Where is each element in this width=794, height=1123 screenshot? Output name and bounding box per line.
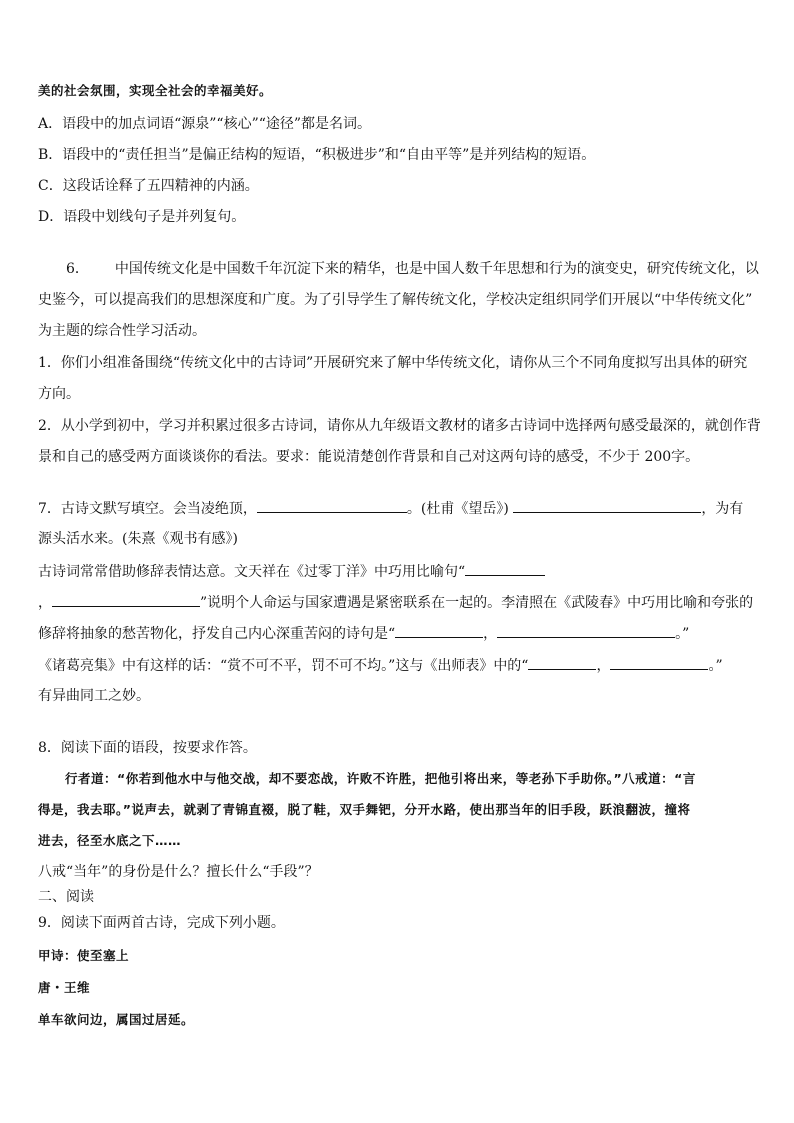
q6-sub2-a: 2．从小学到初中，学习并积累过很多古诗词，请你从九年级语文教材的诸多古诗词中选择两句感受最深的，就创作背 bbox=[38, 418, 761, 434]
poem-author: 唐・王维 bbox=[38, 980, 91, 995]
q7-text: ， bbox=[596, 658, 611, 674]
answer-blank[interactable] bbox=[395, 624, 483, 638]
q6-line-2: 史鉴今，可以提高我们的思想深度和广度。为了引导学生了解传统文化，学校决定组织同学们开展以“中华传统文化” bbox=[38, 292, 753, 308]
q5-option-c: C．这段话诠释了五四精神的内涵。 bbox=[38, 178, 259, 194]
section-heading: 二、阅读 bbox=[38, 889, 94, 905]
q7-line-4 bbox=[38, 593, 753, 612]
q7-text: 修辞将抽象的愁苦物化，抒发自己内心深重苦闷的诗句是“ bbox=[38, 626, 396, 642]
q7-line-1 bbox=[38, 499, 743, 518]
q6-line-1 bbox=[38, 260, 759, 278]
q7-text: 7．古诗文默写填空。会当凌绝顶， bbox=[38, 501, 257, 517]
q8-passage-1: 行者道：“你若到他水中与他交战，却不要恋战，许败不许胜，把他引将出来，等老孙下手助你。”八戒道：“言 bbox=[65, 771, 696, 786]
q7-line-3 bbox=[38, 562, 545, 581]
q7-text: ， bbox=[38, 595, 52, 611]
q6-line-3: 为主题的综合性学习活动。 bbox=[38, 323, 206, 339]
q7-line-7: 有异曲同工之妙。 bbox=[38, 688, 150, 704]
poem-line-1: 单车欲问边，属国过居延。 bbox=[38, 1012, 195, 1027]
q7-text: 。(杜甫《望岳》) bbox=[406, 501, 509, 517]
q5-option-a: A．语段中的加点词语“源泉”“核心”“途径”都是名词。 bbox=[38, 116, 372, 132]
answer-blank[interactable] bbox=[497, 624, 675, 638]
q7-text: ， bbox=[483, 626, 498, 642]
q6-sub1-a: 1．你们小组准备围绕“传统文化中的古诗词”开展研究来了解中华传统文化，请你从三个不同角度拟写出具体的研究 bbox=[38, 355, 748, 371]
q5-option-d: D．语段中划线句子是并列复句。 bbox=[38, 209, 246, 225]
answer-blank[interactable] bbox=[257, 499, 407, 513]
poem-title: 甲诗：使至塞上 bbox=[38, 948, 130, 963]
q9-title: 9．阅读下面两首古诗，完成下列小题。 bbox=[38, 915, 285, 931]
q7-line-6 bbox=[38, 656, 723, 675]
answer-blank[interactable] bbox=[465, 562, 545, 576]
q7-text: ”说明个人命运与国家遭遇是紧密联系在一起的。李清照在《武陵春》中巧用比喻和夸张的 bbox=[200, 595, 754, 611]
q8-question: 八戒“当年”的身份是什么？擅长什么“手段”？ bbox=[38, 864, 319, 880]
q5-option-b: B．语段中的“责任担当”是偏正结构的短语，“积极进步”和“自由平等”是并列结构的短语。 bbox=[38, 147, 596, 163]
q7-line-2: 源头活水来。(朱熹《观书有感》) bbox=[38, 531, 238, 547]
q6-sub1-b: 方向。 bbox=[38, 386, 80, 402]
answer-blank[interactable] bbox=[610, 656, 708, 670]
answer-blank[interactable] bbox=[513, 499, 701, 513]
q7-text: 。” bbox=[708, 658, 723, 674]
answer-blank[interactable] bbox=[52, 593, 200, 607]
q7-text: ，为有 bbox=[701, 501, 744, 517]
q6-sub2-b: 景和自己的感受两方面谈谈你的看法。要求：能说清楚创作背景和自己对这两句诗的感受，不少于 200字。 bbox=[38, 449, 700, 465]
q8-passage-2: 得是，我去耶。”说声去，就剥了青锦直裰，脱了鞋，双手舞钯，分开水路，使出那当年的旧手段，跃浪翻波，撞将 bbox=[38, 802, 691, 817]
answer-blank[interactable] bbox=[528, 656, 596, 670]
q7-text: 古诗词常常借助修辞表情达意。文天祥在《过零丁洋》中巧用比喻句“ bbox=[38, 564, 466, 580]
q8-passage-3: 进去，径至水底之下…… bbox=[38, 833, 182, 848]
q5-continuation: 美的社会氛围，实现全社会的幸福美好。 bbox=[38, 83, 273, 98]
q7-text: 《诸葛亮集》中有这样的话：“赏不可不平，罚不可不均。”这与《出师表》中的“ bbox=[38, 658, 529, 674]
q6-number: 6． bbox=[66, 261, 89, 277]
q8-title: 8．阅读下面的语段，按要求作答。 bbox=[38, 740, 257, 756]
q7-text: 。” bbox=[675, 626, 690, 642]
q7-line-5 bbox=[38, 624, 689, 643]
q6-text-1: 中国传统文化是中国数千年沉淀下来的精华，也是中国人数千年思想和行为的演变史，研究传统文化，以 bbox=[114, 261, 759, 277]
